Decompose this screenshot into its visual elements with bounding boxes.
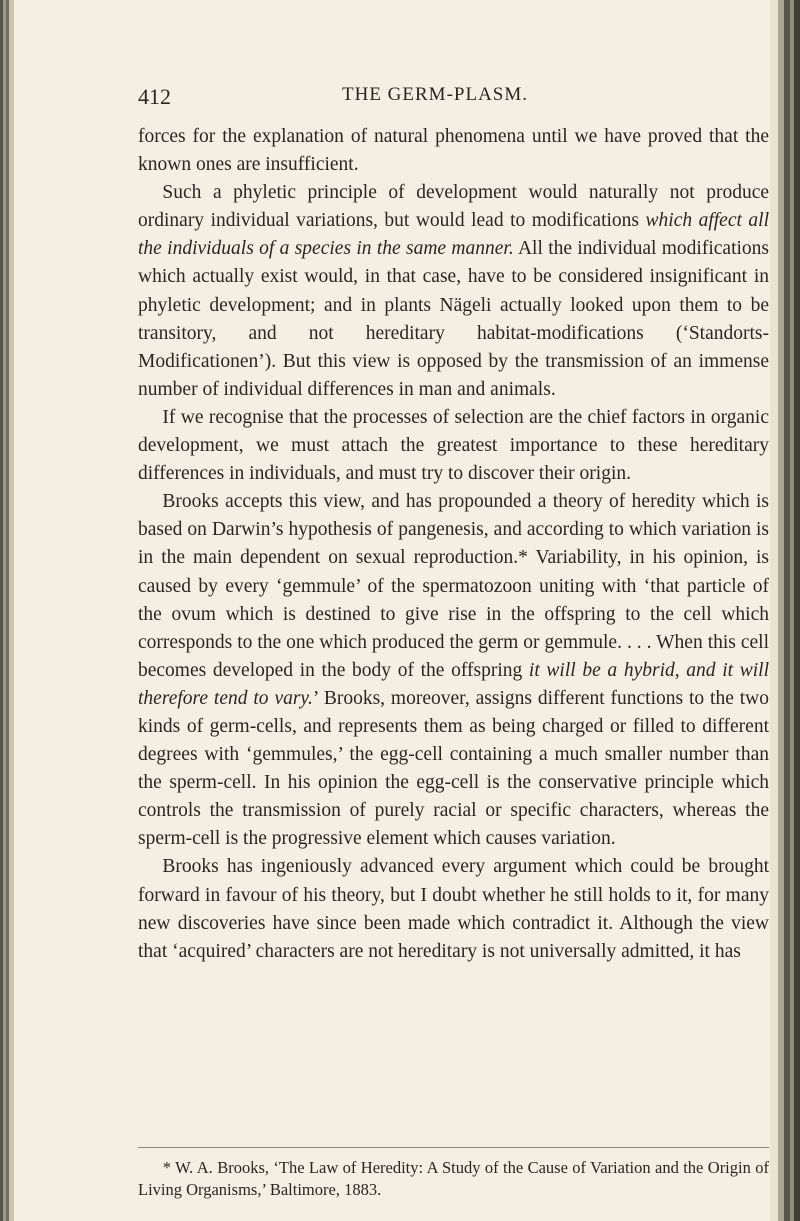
paragraph-5: [138, 853, 769, 965]
page-header: [138, 84, 768, 112]
body-text: [138, 123, 769, 966]
paragraph-5-text: Brooks has ingeniously advanced every argument which could be brought forward in favour of his theory, but I doubt whether he still holds to it, for many new discoveries have since been made which contradict it. Although the view that ‘acquired’ characters are not hereditary is not universally admitted, it has: [138, 856, 769, 962]
running-title: THE GERM-PLASM.: [342, 84, 529, 105]
footnote-rule: [138, 1147, 769, 1148]
paragraph-1-text: forces for the explanation of natural phenomena until we have proved that the known ones are insufficient.: [138, 126, 769, 176]
page-binding-edge: [0, 0, 14, 1221]
paragraph-2: [138, 179, 769, 404]
footnote: * W. A. Brooks, ‘The Law of Heredity: A Study of the Cause of Variation and the Origin of Living Organisms,’ Baltimore, 1883.: [138, 1158, 769, 1199]
paragraph-2-italic: which affect all the individuals of a species in the same manner.: [138, 210, 770, 260]
paragraph-3: [138, 404, 769, 488]
paragraph-1: [138, 123, 769, 179]
page-fore-edge: [770, 0, 800, 1221]
paragraph-2-text-a: Such a phyletic principle of development would naturally not produce ordinary individual variations, but would lead to modifications: [138, 182, 769, 232]
page-number: 412: [138, 84, 171, 109]
paragraph-3-text: If we recognise that the processes of selection are the chief factors in organic development, we must attach the greatest importance to these hereditary differences in individuals, and must try to discover their origin.: [138, 406, 769, 485]
paragraph-4-italic: it will be a hybrid, and it will therefore tend to vary.: [138, 659, 769, 709]
paragraph-4: [138, 488, 769, 853]
paragraph-4-text-a: Brooks accepts this view, and has propounded a theory of heredity which is based on Darwin’s hypothesis of pangenesis, and according to which variation is in the main dependent on sexual reproduction.* Variability, in his opinion, is caused by every ‘gemmule’ of the spermatozoon uniting with ‘that particle of the ovum which is destined to give rise in the offspring to the cell which corresponds to the one which produced the germ or gemmule. . . . When this cell becomes developed in the body of the offspring: [138, 491, 769, 681]
paragraph-4-text-c: ’ Brooks, moreover, assigns different functions to the two kinds of germ-cells, and represents them as being charged or filled to different degrees with ‘gemmules,’ the egg-cell containing a much smaller number than the sperm-cell. In his opinion the egg-cell is the conservative principle which controls the transmission of purely racial or specific characters, whereas the sperm-cell is the progressive element which causes variation.: [138, 687, 769, 850]
paragraph-2-text-c: All the individual modifications which actually exist would, in that case, have to be considered insignificant in phyletic development; and in plants Nägeli actually looked upon them to be transitory, and not hereditary habitat-modifications (‘Standorts-Modificationen’). But this view is opposed by the transmission of an immense number of individual differences in man and animals.: [138, 238, 769, 400]
